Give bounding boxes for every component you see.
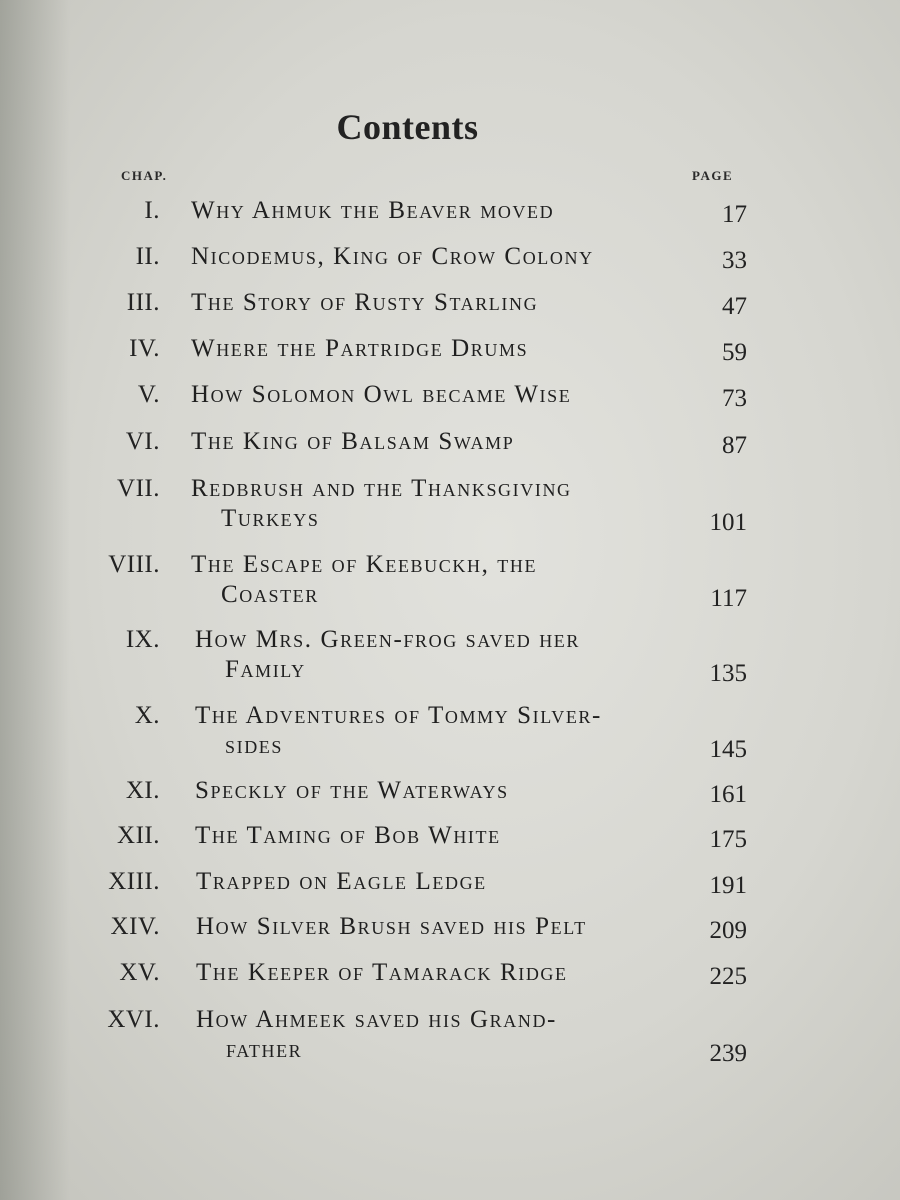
page-number: 17 xyxy=(722,201,747,228)
page-number: 47 xyxy=(722,293,747,320)
chapter-numeral: I. xyxy=(144,197,160,224)
chapter-title-line: Redbrush and the Thanksgiving xyxy=(191,475,572,502)
chapter-title-line: How Solomon Owl became Wise xyxy=(191,381,572,408)
chapter-numeral: IX. xyxy=(125,626,160,653)
chapter-title-line: How Mrs. Green-frog saved her xyxy=(195,626,581,653)
chapter-title-line: father xyxy=(226,1036,303,1063)
chapter-title-line: The King of Balsam Swamp xyxy=(191,428,515,455)
page-number: 175 xyxy=(709,826,747,853)
chapter-numeral: XI. xyxy=(125,777,160,804)
chapter-title-line: How Ahmeek saved his Grand- xyxy=(196,1006,557,1033)
chapter-numeral: XIII. xyxy=(108,868,160,895)
chapter-title-line: The Taming of Bob White xyxy=(195,822,501,849)
page-number: 161 xyxy=(709,781,747,808)
chapter-numeral: XIV. xyxy=(110,913,160,940)
page-number: 101 xyxy=(709,509,747,536)
page-number: 117 xyxy=(710,585,747,612)
page-number: 135 xyxy=(709,660,747,687)
page-number: 73 xyxy=(722,385,747,412)
chapter-numeral: VII. xyxy=(117,475,160,502)
page-column-header: PAGE xyxy=(692,168,734,183)
chapter-numeral: III. xyxy=(126,289,160,316)
chapter-title-line: sides xyxy=(225,732,284,759)
chapter-title-line: How Silver Brush saved his Pelt xyxy=(196,913,587,940)
chapter-title-line: Trapped on Eagle Ledge xyxy=(196,868,487,895)
page-number: 239 xyxy=(709,1040,747,1067)
page-number: 191 xyxy=(709,872,747,899)
chapter-title-line: Nicodemus, King of Crow Colony xyxy=(191,243,594,270)
chapter-numeral: II. xyxy=(135,243,160,270)
chapter-numeral: VIII. xyxy=(108,551,160,578)
chapter-title-line: Speckly of the Waterways xyxy=(195,777,509,804)
chapter-title-line: The Keeper of Tamarack Ridge xyxy=(196,959,568,986)
chapter-title-line: Where the Partridge Drums xyxy=(191,335,529,362)
chapter-title-line: The Story of Rusty Starling xyxy=(191,289,539,316)
chapter-title-line: The Escape of Keebuckh, the xyxy=(191,551,538,578)
page-number: 209 xyxy=(709,917,747,944)
chapter-column-header: CHAP. xyxy=(121,168,168,183)
chapter-numeral: VI. xyxy=(125,428,160,455)
page-number: 87 xyxy=(722,432,747,459)
chapter-numeral: XII. xyxy=(117,822,160,849)
page-number: 33 xyxy=(722,247,747,274)
page-number: 145 xyxy=(709,736,747,763)
chapter-title-line: Family xyxy=(225,656,306,683)
page-gutter-shadow xyxy=(0,0,70,1200)
page-number: 59 xyxy=(722,339,747,366)
chapter-numeral: IV. xyxy=(129,335,160,362)
chapter-numeral: V. xyxy=(137,381,160,408)
chapter-numeral: XVI. xyxy=(107,1006,160,1033)
page-number: 225 xyxy=(709,963,747,990)
chapter-numeral: XV. xyxy=(119,959,160,986)
chapter-title-line: Turkeys xyxy=(221,505,320,532)
chapter-numeral: X. xyxy=(134,702,160,729)
chapter-title-line: The Adventures of Tommy Silver- xyxy=(195,702,602,729)
page-title: Contents xyxy=(336,107,479,147)
chapter-title-line: Why Ahmuk the Beaver moved xyxy=(191,197,555,224)
chapter-title-line: Coaster xyxy=(221,581,319,608)
